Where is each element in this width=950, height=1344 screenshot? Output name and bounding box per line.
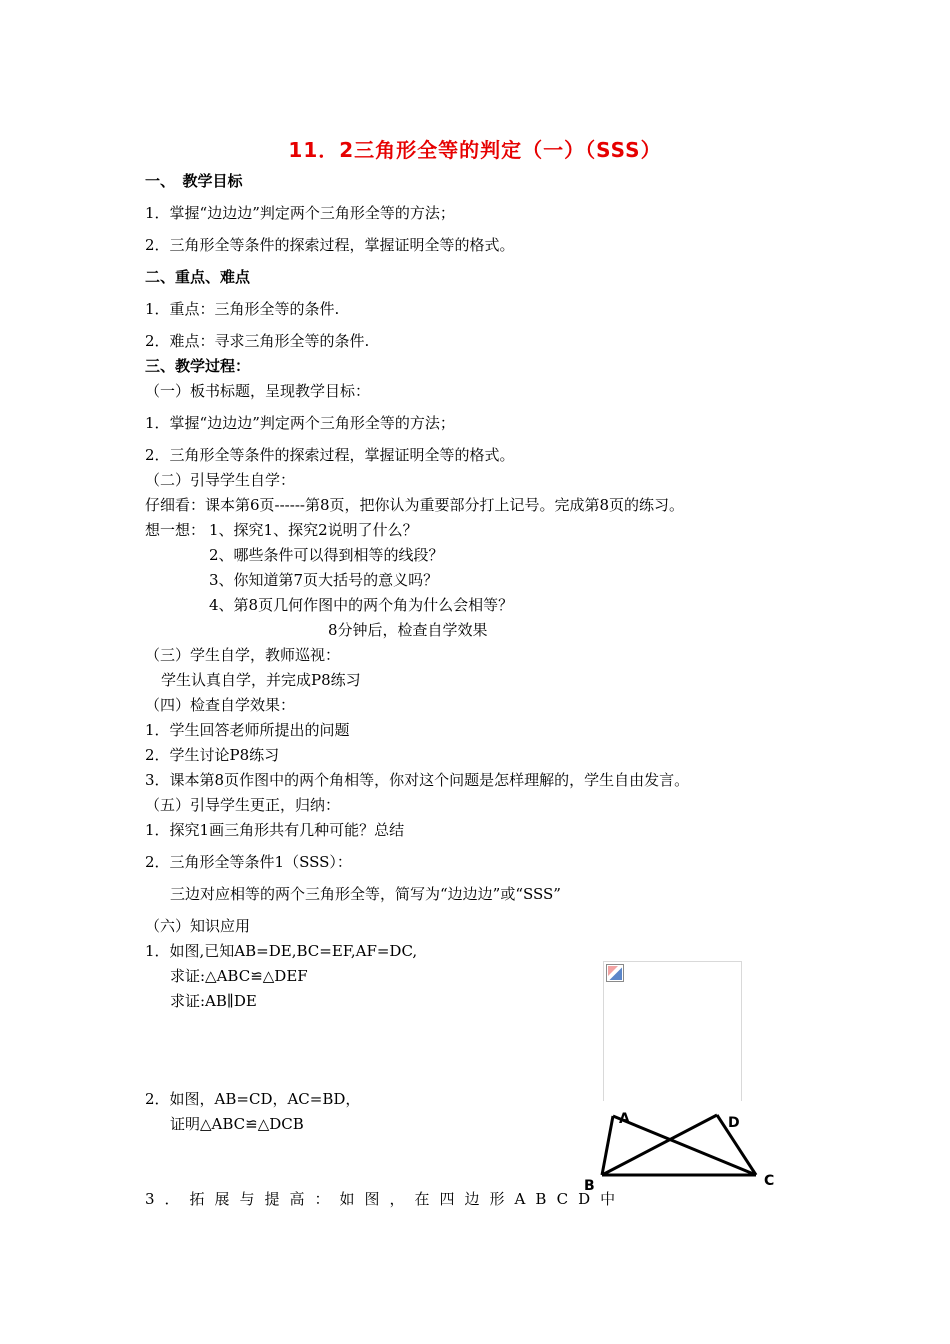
process-step-1: （一）板书标题，呈现教学目标： <box>145 382 371 400</box>
label-a: A <box>619 1111 630 1127</box>
segment-ab <box>602 1116 613 1175</box>
page-title: 11．2三角形全等的判定（一）（SSS） <box>288 138 662 162</box>
section-heading-keypoints: 二、重点、难点 <box>145 268 251 286</box>
process-step-5-item-1: 1．探究1画三角形共有几种可能？总结 <box>145 821 405 839</box>
process-step-3: （三）学生自学，教师巡视： <box>145 646 341 664</box>
process-step-5: （五）引导学生更正，归纳： <box>145 796 341 814</box>
process-step-4-item-1: 1．学生回答老师所提出的问题 <box>145 721 350 739</box>
think-label: 想一想： <box>145 521 206 539</box>
check-time-note: 8分钟后，检查自学效果 <box>328 621 488 639</box>
sss-definition: 三边对应相等的两个三角形全等，简写为“边边边”或“SSS” <box>170 885 561 903</box>
exercise-1-line-3: 求证:AB∥DE <box>170 992 257 1010</box>
process-step-5-item-2: 2．三角形全等条件1（SSS）： <box>145 853 352 871</box>
process-step-1-item-1: 1．掌握“边边边”判定两个三角形全等的方法； <box>145 414 455 432</box>
exercise-1-line-2: 求证:△ABC≌△DEF <box>170 967 308 985</box>
broken-image-icon <box>606 964 624 982</box>
think-question-3: 3、你知道第7页大括号的意义吗？ <box>209 571 439 589</box>
label-c: C <box>764 1173 775 1189</box>
process-step-4-item-2: 2．学生讨论P8练习 <box>145 746 280 764</box>
think-question-1: 1、探究1、探究2说明了什么？ <box>209 521 418 539</box>
process-step-1-item-2: 2．三角形全等条件的探索过程，掌握证明全等的格式。 <box>145 446 515 464</box>
process-step-3-text: 学生认真自学，并完成P8练习 <box>161 671 361 689</box>
exercise-2-line-1: 2．如图，AB=CD，AC=BD， <box>145 1090 361 1108</box>
label-b: B <box>584 1178 595 1194</box>
think-question-4: 4、第8页几何作图中的两个角为什么会相等？ <box>209 596 514 614</box>
process-step-4-item-3: 3．课本第8页作图中的两个角相等，你对这个问题是怎样理解的，学生自由发言。 <box>145 771 690 789</box>
section-heading-process: 三、教学过程： <box>145 357 251 375</box>
quadrilateral-figure <box>578 1098 788 1198</box>
keypoint-item-1: 1．重点：三角形全等的条件. <box>145 300 340 318</box>
exercise-1-line-1: 1．如图,已知AB=DE,BC=EF,AF=DC, <box>145 942 418 960</box>
section-heading-goals: 一、 教学目标 <box>145 172 243 190</box>
goal-item-2: 2．三角形全等条件的探索过程，掌握证明全等的格式。 <box>145 236 515 254</box>
process-step-6: （六）知识应用 <box>145 917 251 935</box>
read-instruction: 仔细看：课本第6页------第8页，把你认为重要部分打上记号。完成第8页的练习。 <box>145 496 685 514</box>
exercise-2-line-2: 证明△ABC≌△DCB <box>170 1115 304 1133</box>
process-step-2: （二）引导学生自学： <box>145 471 296 489</box>
goal-item-1: 1．掌握“边边边”判定两个三角形全等的方法； <box>145 204 455 222</box>
process-step-4: （四）检查自学效果： <box>145 696 296 714</box>
keypoint-item-2: 2．难点：寻求三角形全等的条件. <box>145 332 370 350</box>
label-d: D <box>728 1115 740 1131</box>
exercise-3-line-1: 3．拓展与提高：如图，在四边形ABCD中 <box>145 1190 626 1208</box>
missing-figure-frame <box>603 961 742 1101</box>
think-question-2: 2、哪些条件可以得到相等的线段？ <box>209 546 444 564</box>
